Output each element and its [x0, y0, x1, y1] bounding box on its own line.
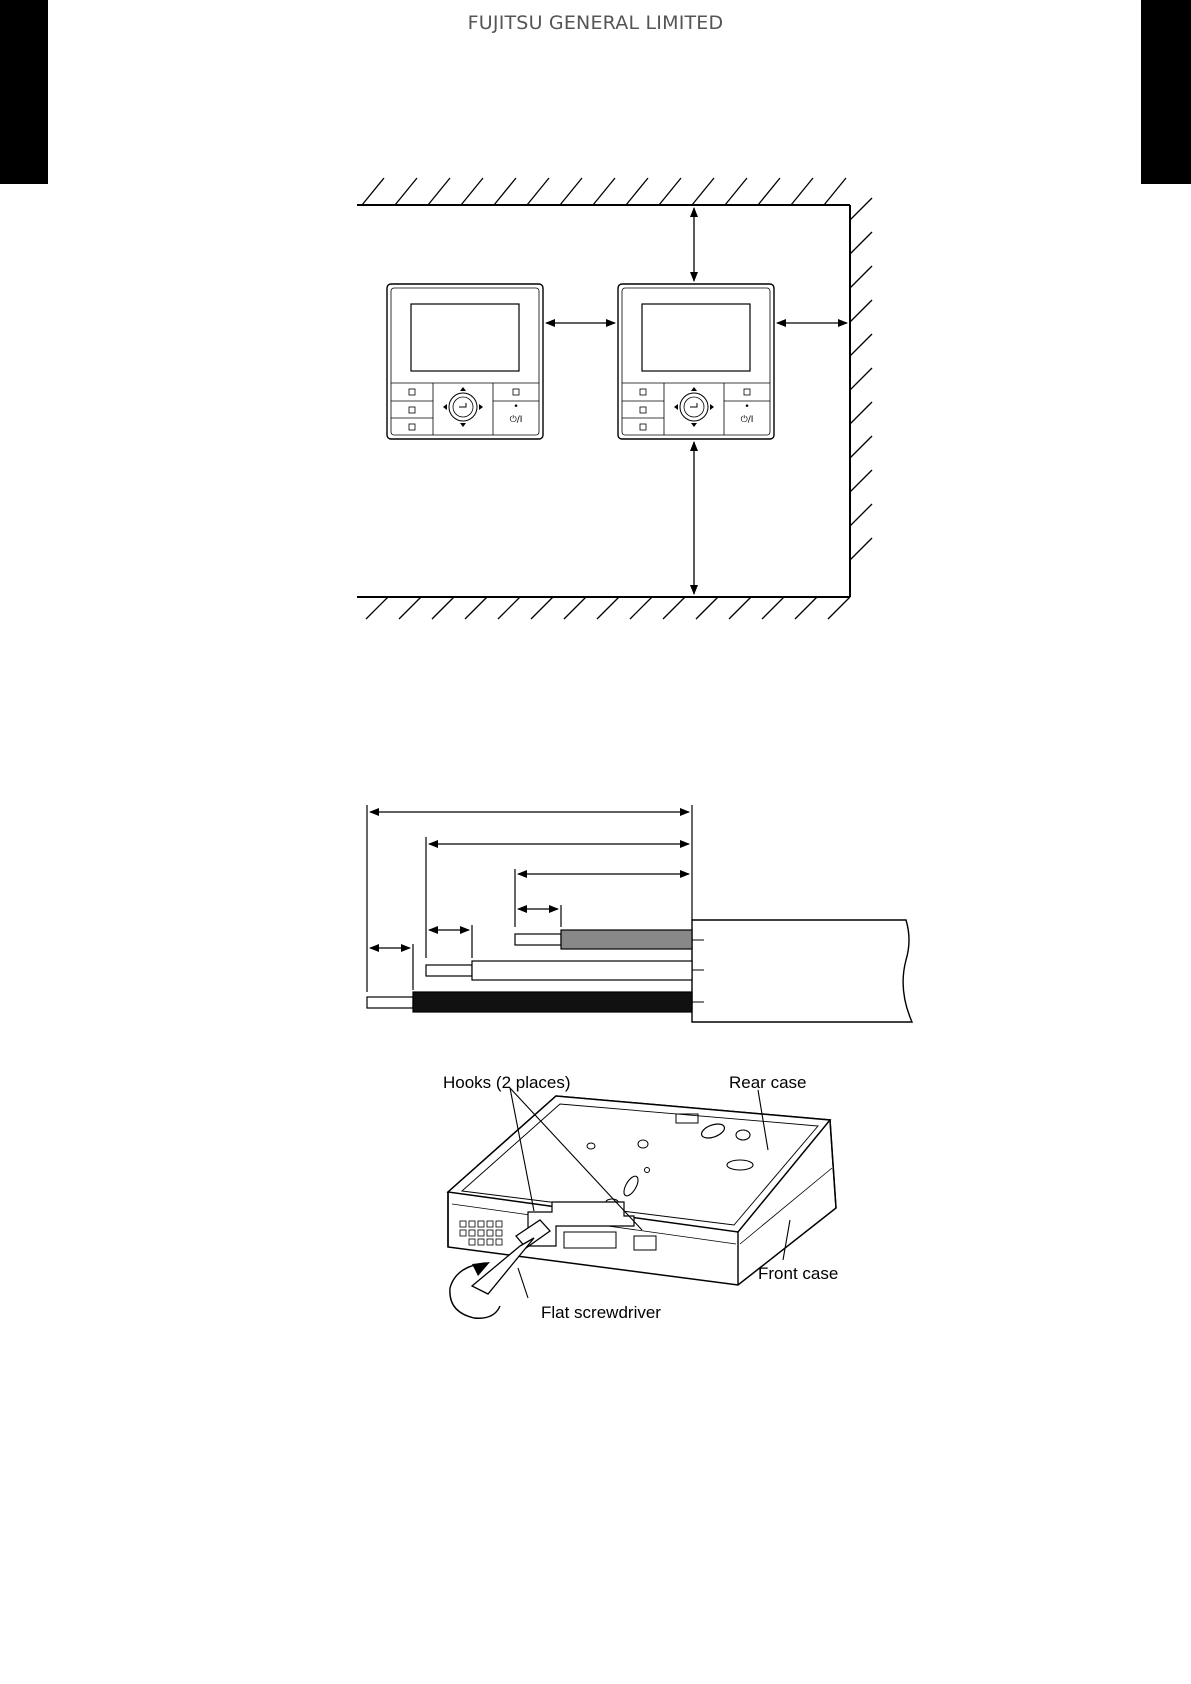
- rear-case-label: Rear case: [729, 1073, 807, 1092]
- power-button-label: ⏻/I: [740, 415, 754, 425]
- clearance-figure: [357, 178, 872, 619]
- remote-controller-left: [387, 284, 543, 439]
- floor-hatch: [366, 597, 850, 619]
- dot-label: •: [744, 402, 750, 412]
- dot-label: •: [513, 402, 519, 412]
- flat-screwdriver-label: Flat screwdriver: [541, 1303, 661, 1322]
- company-header: FUJITSU GENERAL LIMITED: [467, 12, 724, 34]
- gray-wire-conductor: [515, 934, 561, 945]
- cable-sheath: [692, 920, 912, 1022]
- cable-strip-figure: [367, 805, 912, 1022]
- hooks-label: Hooks (2 places): [443, 1073, 571, 1092]
- wall-hatch: [850, 198, 872, 560]
- white-wire-insulation: [472, 961, 692, 980]
- remote-controller-right: [618, 284, 774, 439]
- front-case-label: Front case: [758, 1264, 839, 1283]
- black-wire-insulation: [413, 992, 692, 1012]
- gray-wire-insulation: [561, 930, 692, 949]
- ceiling-hatch: [362, 178, 846, 205]
- power-button-label: ⏻/I: [509, 415, 523, 425]
- black-wire-conductor: [367, 997, 413, 1008]
- white-wire-conductor: [426, 965, 472, 976]
- disassembly-figure: [443, 1073, 838, 1322]
